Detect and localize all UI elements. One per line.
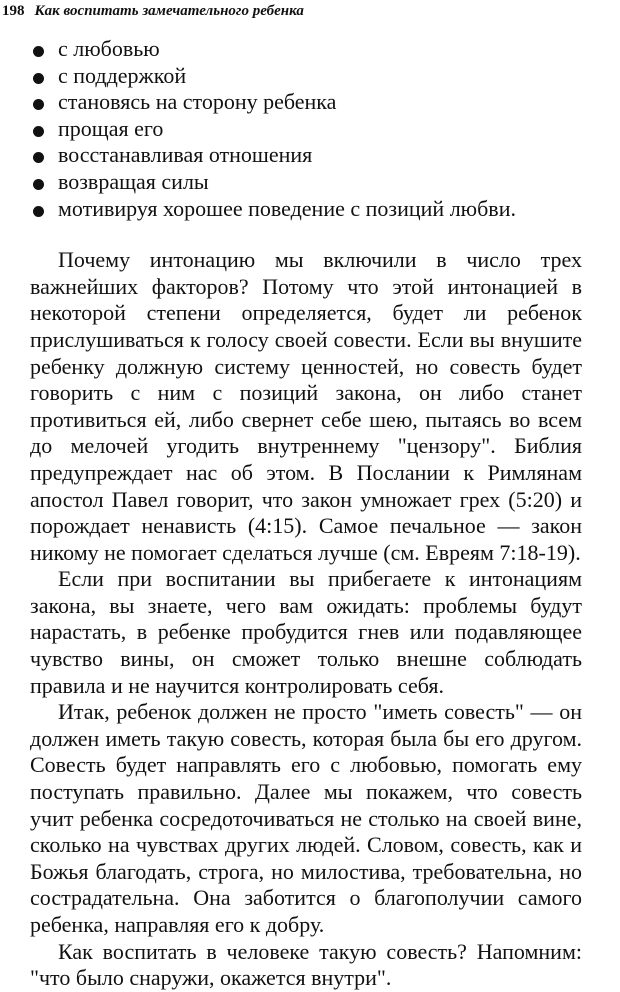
list-item-text: мотивируя хорошее поведение с позиций любви. bbox=[58, 195, 516, 221]
bullet-icon bbox=[33, 206, 44, 217]
bullet-icon bbox=[33, 46, 44, 57]
paragraph-conscience-friend: Итак, ребенок должен не просто "иметь совесть" — он должен иметь такую совесть, которая была бы его другом. Совесть будет направлять его с любовью, помогать ему поступать правильно. Далее мы покажем, что совесть учит ребенка сосредоточиваться не столько на своей вине, сколько на чувствах других людей. Словом, совесть, как и Божья благодать, строга, но милостива, требовательна, но сострадательна. Она заботится о благополучии самого ребенка, направляя его к добру. bbox=[30, 699, 582, 937]
bullet-icon bbox=[33, 179, 44, 190]
bullet-icon bbox=[33, 99, 44, 110]
list-item bbox=[30, 63, 582, 90]
page-number: 198 bbox=[2, 3, 25, 19]
bullet-icon bbox=[33, 73, 44, 84]
running-head bbox=[0, 0, 582, 30]
list-item bbox=[30, 169, 582, 196]
paragraph-closing-question: Как воспитать в человеке такую совесть? Напомним: "что было снаружи, окажется внутри". bbox=[30, 938, 582, 991]
list-item-text: с любовью bbox=[58, 36, 160, 61]
list-item bbox=[30, 89, 582, 116]
list-item bbox=[30, 116, 582, 143]
list-item-text: с поддержкой bbox=[58, 62, 187, 88]
bullet-icon bbox=[33, 126, 44, 137]
bullet-list bbox=[30, 36, 582, 222]
paragraph-law-consequences: Если при воспитании вы прибегаете к интонациям закона, вы знаете, чего вам ожидать: проблемы будут нарастать, в ребенке пробудится гнев или подавляющее чувство вины, он сможет только внешне соблюдать правила и не научится контролировать себя. bbox=[30, 566, 582, 698]
list-item-text: восстанавливая отношения bbox=[58, 142, 313, 168]
body-text bbox=[30, 247, 582, 992]
list-item-text: становясь на сторону ребенка bbox=[58, 89, 337, 115]
list-item bbox=[30, 36, 582, 63]
list-item bbox=[30, 142, 582, 169]
list-item-text: возвращая силы bbox=[58, 168, 209, 194]
list-item-text: прощая его bbox=[58, 115, 164, 141]
bullet-icon bbox=[33, 152, 44, 163]
list-item bbox=[30, 196, 582, 223]
paragraph-intonation: Почему интонацию мы включили в число трех важнейших факторов? Потому что этой интонацией в некоторой степени определяется, будет ли ребенок прислушиваться к голосу своей совести. Если вы внушите ребенку должную систему ценностей, но совесть будет говорить с ним с позиций закона, он либо станет противиться ей, либо свернет себе шею, пытаясь во всем до мелочей угодить внутреннему "цензору". Библия предупреждает нас об этом. В Послании к Римлянам апостол Павел говорит, что закон умножает грех (5:20) и порождает ненависть (4:15). Самое печальное — закон никому не помогает сделаться лучше (см. Евреям 7:18-19). bbox=[30, 247, 582, 565]
book-title: Как воспитать замечательного ребенка bbox=[34, 3, 304, 19]
